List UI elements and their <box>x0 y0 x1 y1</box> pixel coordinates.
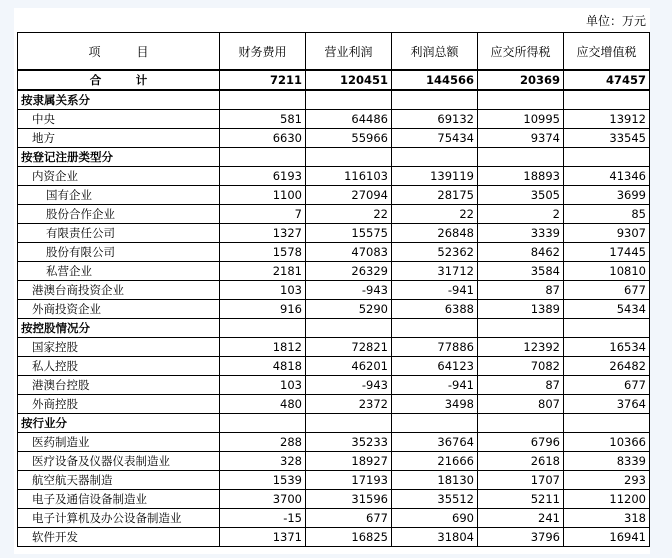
value-cell: 16534 <box>564 338 650 357</box>
table-row <box>18 528 650 547</box>
value-cell: 87 <box>478 281 564 300</box>
value-cell <box>392 414 478 433</box>
value-cell: 7082 <box>478 357 564 376</box>
value-cell: 1371 <box>220 528 306 547</box>
category-row <box>18 319 650 338</box>
table-row <box>18 509 650 528</box>
row-label: 港澳台商投资企业 <box>18 281 220 300</box>
table-row <box>18 281 650 300</box>
value-cell: 87 <box>478 376 564 395</box>
table-row <box>18 262 650 281</box>
row-label: 私营企业 <box>18 262 220 281</box>
value-cell: 46201 <box>306 357 392 376</box>
row-label: 内资企业 <box>18 167 220 186</box>
value-cell: 120451 <box>306 70 392 90</box>
table-row <box>18 110 650 129</box>
value-cell <box>564 148 650 167</box>
row-label: 合 计 <box>18 70 220 90</box>
value-cell: 35512 <box>392 490 478 509</box>
value-cell: 6388 <box>392 300 478 319</box>
value-cell: 21666 <box>392 452 478 471</box>
table-row <box>18 357 650 376</box>
value-cell: 3764 <box>564 395 650 414</box>
header-col: 营业利润 <box>306 33 392 71</box>
header-item: 项 目 <box>18 33 220 71</box>
data-table <box>17 32 650 547</box>
row-label: 股份合作企业 <box>18 205 220 224</box>
value-cell <box>306 90 392 110</box>
table-row <box>18 205 650 224</box>
value-cell: 10366 <box>564 433 650 452</box>
value-cell: 103 <box>220 376 306 395</box>
value-cell: 288 <box>220 433 306 452</box>
value-cell: 241 <box>478 509 564 528</box>
row-label: 电子计算机及办公设备制造业 <box>18 509 220 528</box>
row-label: 软件开发 <box>18 528 220 547</box>
value-cell: 916 <box>220 300 306 319</box>
value-cell: 1539 <box>220 471 306 490</box>
header-row <box>18 33 650 71</box>
value-cell: 1578 <box>220 243 306 262</box>
value-cell: 20369 <box>478 70 564 90</box>
value-cell: 33545 <box>564 129 650 148</box>
value-cell <box>392 148 478 167</box>
value-cell <box>392 90 478 110</box>
value-cell: 690 <box>392 509 478 528</box>
row-label: 医疗设备及仪器仪表制造业 <box>18 452 220 471</box>
value-cell: 2618 <box>478 452 564 471</box>
value-cell: 293 <box>564 471 650 490</box>
table-row <box>18 243 650 262</box>
row-label: 按登记注册类型分 <box>18 148 220 167</box>
value-cell: 10810 <box>564 262 650 281</box>
value-cell: 16825 <box>306 528 392 547</box>
value-cell: 31596 <box>306 490 392 509</box>
value-cell: 16941 <box>564 528 650 547</box>
table-row <box>18 129 650 148</box>
row-label: 按隶属关系分 <box>18 90 220 110</box>
value-cell: 22 <box>392 205 478 224</box>
row-label: 中央 <box>18 110 220 129</box>
value-cell: 807 <box>478 395 564 414</box>
value-cell: 1707 <box>478 471 564 490</box>
value-cell: 47083 <box>306 243 392 262</box>
table-body <box>18 70 650 547</box>
value-cell: 77886 <box>392 338 478 357</box>
value-cell: 581 <box>220 110 306 129</box>
value-cell: 27094 <box>306 186 392 205</box>
value-cell: 1327 <box>220 224 306 243</box>
value-cell: 85 <box>564 205 650 224</box>
table-row <box>18 471 650 490</box>
value-cell: 22 <box>306 205 392 224</box>
value-cell <box>478 414 564 433</box>
value-cell <box>478 319 564 338</box>
value-cell: 139119 <box>392 167 478 186</box>
row-label: 股份有限公司 <box>18 243 220 262</box>
value-cell: 8339 <box>564 452 650 471</box>
unit-label: 单位：万元 <box>585 14 646 28</box>
value-cell: 10995 <box>478 110 564 129</box>
category-row <box>18 414 650 433</box>
value-cell: 480 <box>220 395 306 414</box>
value-cell: 2372 <box>306 395 392 414</box>
value-cell: 55966 <box>306 129 392 148</box>
value-cell <box>306 148 392 167</box>
value-cell: 69132 <box>392 110 478 129</box>
header-col: 利润总额 <box>392 33 478 71</box>
value-cell <box>220 319 306 338</box>
value-cell: 13912 <box>564 110 650 129</box>
value-cell: 5290 <box>306 300 392 319</box>
total-row <box>18 70 650 90</box>
value-cell: 3339 <box>478 224 564 243</box>
value-cell: 318 <box>564 509 650 528</box>
value-cell: 35233 <box>306 433 392 452</box>
value-cell: 64123 <box>392 357 478 376</box>
value-cell: 52362 <box>392 243 478 262</box>
value-cell: 72821 <box>306 338 392 357</box>
value-cell: 26482 <box>564 357 650 376</box>
header-col: 应交所得税 <box>478 33 564 71</box>
table-row <box>18 433 650 452</box>
value-cell: 103 <box>220 281 306 300</box>
table-row <box>18 490 650 509</box>
table-row <box>18 338 650 357</box>
value-cell <box>306 414 392 433</box>
value-cell: 1812 <box>220 338 306 357</box>
value-cell: 28175 <box>392 186 478 205</box>
value-cell: -941 <box>392 281 478 300</box>
value-cell: 7 <box>220 205 306 224</box>
value-cell <box>478 90 564 110</box>
value-cell: 5211 <box>478 490 564 509</box>
value-cell: 6630 <box>220 129 306 148</box>
row-label: 有限责任公司 <box>18 224 220 243</box>
value-cell: 6796 <box>478 433 564 452</box>
value-cell: 6193 <box>220 167 306 186</box>
value-cell: -943 <box>306 376 392 395</box>
row-label: 电子及通信设备制造业 <box>18 490 220 509</box>
row-label: 外商投资企业 <box>18 300 220 319</box>
value-cell: 3498 <box>392 395 478 414</box>
row-label: 私人控股 <box>18 357 220 376</box>
value-cell: 677 <box>564 376 650 395</box>
value-cell: 36764 <box>392 433 478 452</box>
row-label: 港澳台控股 <box>18 376 220 395</box>
row-label: 航空航天器制造 <box>18 471 220 490</box>
value-cell <box>220 414 306 433</box>
value-cell <box>564 319 650 338</box>
row-label: 按控股情况分 <box>18 319 220 338</box>
value-cell: 31712 <box>392 262 478 281</box>
table-row <box>18 452 650 471</box>
value-cell <box>478 148 564 167</box>
value-cell: 2181 <box>220 262 306 281</box>
value-cell: 15575 <box>306 224 392 243</box>
value-cell: 3584 <box>478 262 564 281</box>
value-cell: -941 <box>392 376 478 395</box>
value-cell <box>220 148 306 167</box>
value-cell: 3796 <box>478 528 564 547</box>
value-cell: 18893 <box>478 167 564 186</box>
value-cell: 3700 <box>220 490 306 509</box>
value-cell: 17445 <box>564 243 650 262</box>
value-cell: 47457 <box>564 70 650 90</box>
value-cell: 2 <box>478 205 564 224</box>
table-row <box>18 300 650 319</box>
value-cell: 144566 <box>392 70 478 90</box>
value-cell: 1100 <box>220 186 306 205</box>
category-row <box>18 90 650 110</box>
value-cell: 1389 <box>478 300 564 319</box>
value-cell: 12392 <box>478 338 564 357</box>
value-cell: 8462 <box>478 243 564 262</box>
value-cell: 9307 <box>564 224 650 243</box>
value-cell: 677 <box>306 509 392 528</box>
value-cell: 328 <box>220 452 306 471</box>
value-cell: 677 <box>564 281 650 300</box>
value-cell: 26848 <box>392 224 478 243</box>
value-cell: -943 <box>306 281 392 300</box>
value-cell: 18130 <box>392 471 478 490</box>
table-row <box>18 376 650 395</box>
value-cell: 5434 <box>564 300 650 319</box>
row-label: 国家控股 <box>18 338 220 357</box>
value-cell: 9374 <box>478 129 564 148</box>
value-cell: 4818 <box>220 357 306 376</box>
header-col: 财务费用 <box>220 33 306 71</box>
row-label: 外商控股 <box>18 395 220 414</box>
table-row <box>18 186 650 205</box>
table-row <box>18 167 650 186</box>
value-cell: 18927 <box>306 452 392 471</box>
value-cell: 75434 <box>392 129 478 148</box>
value-cell: 26329 <box>306 262 392 281</box>
value-cell <box>306 319 392 338</box>
value-cell <box>564 90 650 110</box>
value-cell: 64486 <box>306 110 392 129</box>
value-cell: 11200 <box>564 490 650 509</box>
value-cell: 31804 <box>392 528 478 547</box>
row-label: 按行业分 <box>18 414 220 433</box>
value-cell: 7211 <box>220 70 306 90</box>
value-cell: 17193 <box>306 471 392 490</box>
value-cell <box>564 414 650 433</box>
row-label: 医药制造业 <box>18 433 220 452</box>
category-row <box>18 148 650 167</box>
value-cell: -15 <box>220 509 306 528</box>
value-cell: 116103 <box>306 167 392 186</box>
statistics-sheet <box>14 8 650 554</box>
value-cell <box>220 90 306 110</box>
value-cell: 3505 <box>478 186 564 205</box>
table-row <box>18 224 650 243</box>
value-cell: 41346 <box>564 167 650 186</box>
table-row <box>18 395 650 414</box>
row-label: 地方 <box>18 129 220 148</box>
value-cell <box>392 319 478 338</box>
value-cell: 3699 <box>564 186 650 205</box>
header-col: 应交增值税 <box>564 33 650 71</box>
row-label: 国有企业 <box>18 186 220 205</box>
